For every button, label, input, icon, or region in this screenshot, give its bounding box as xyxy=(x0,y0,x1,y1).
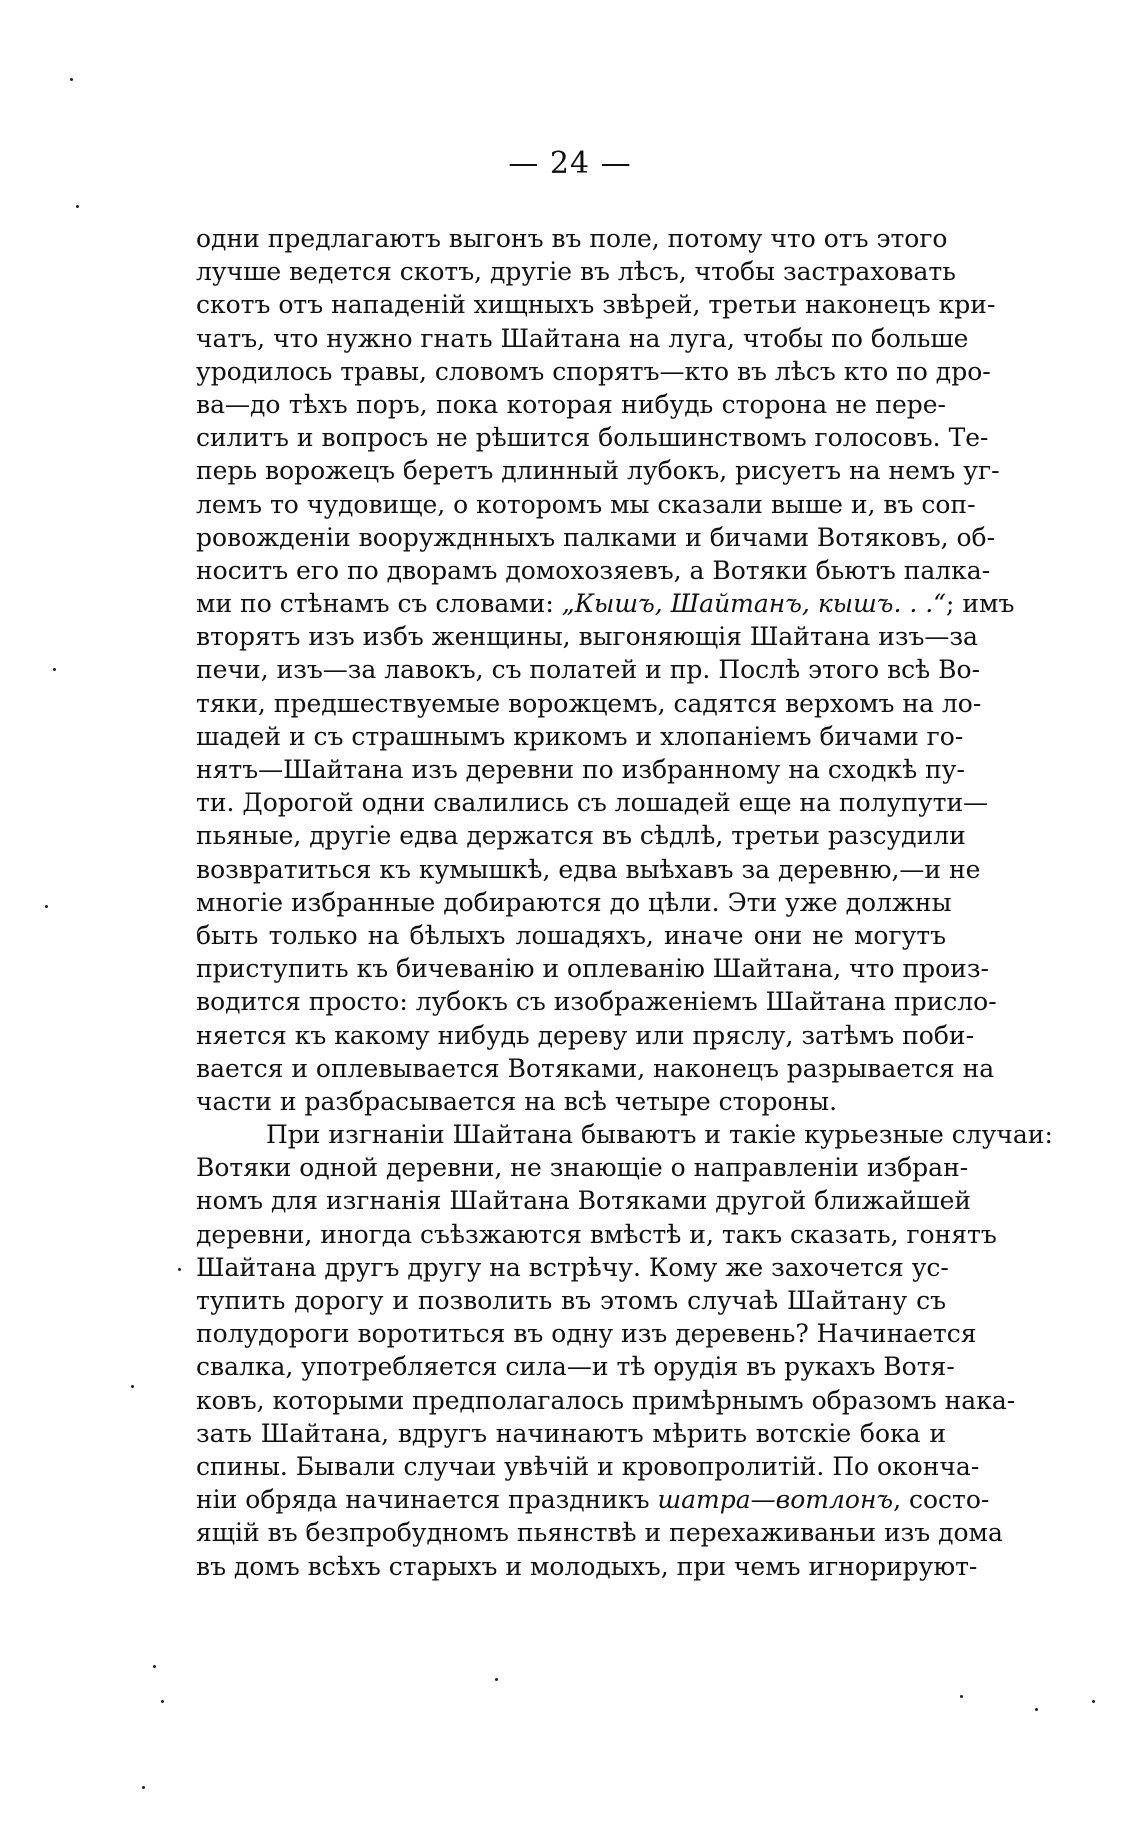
text-line: лемъ то чудовище, о которомъ мы сказали выше и, въ соп- xyxy=(196,489,976,519)
scan-speck xyxy=(495,1678,498,1681)
text-line: возвратиться къ кумышкѣ, едва выѣхавъ за деревню,—и не xyxy=(196,854,981,884)
text-line: спины. Бывали случаи увѣчій и кровопролитій. По оконча- xyxy=(196,1451,980,1481)
italic-phrase: шатра—вотлонъ xyxy=(657,1485,894,1515)
text-line: вается и оплевывается Вотяками, наконецъ разрывается на xyxy=(196,1053,995,1083)
text-line: перь ворожецъ беретъ длинный лубокъ, рисуетъ на немъ уг- xyxy=(196,456,1000,486)
text-line: няется къ какому нибудь дереву или пряслу, затѣмъ поби- xyxy=(196,1020,975,1050)
scan-speck xyxy=(153,1665,156,1668)
text-line: ва—до тѣхъ поръ, пока которая нибудь сторона не пере- xyxy=(196,389,946,419)
text-line: носитъ его по дворамъ домохозяевъ, а Вотяки бьютъ палка- xyxy=(196,555,991,585)
scan-speck xyxy=(960,1695,963,1698)
text-line: деревни, иногда съѣзжаются вмѣстѣ и, такъ сказать, гонятъ xyxy=(196,1219,997,1249)
text-line: ти. Дорогой одни свалились съ лошадей еще на полупути— xyxy=(196,788,989,818)
text-line: скотъ отъ нападеній хищныхъ звѣрей, третьи наконецъ кри- xyxy=(196,290,996,320)
text-line: тупить дорогу и позволить въ этомъ случаѣ Шайтану съ xyxy=(196,1286,946,1315)
text-line: При изгнаніи Шайтана бываютъ и такіе курьезные случаи: xyxy=(266,1120,1053,1150)
scan-speck xyxy=(142,1786,145,1789)
text-line: чатъ, что нужно гнать Шайтана на луга, чтобы по больше xyxy=(196,323,969,353)
scan-speck xyxy=(178,1268,181,1271)
text-line: многіе избранные добираются до цѣли. Эти уже должны xyxy=(196,887,952,917)
text-line: ніи обряда начинается праздникъ шатра—вотлонъ, состо- xyxy=(196,1485,990,1515)
text-line: силитъ и вопросъ не рѣшится большинствомъ голосовъ. Те- xyxy=(196,423,989,453)
scan-speck xyxy=(45,905,48,908)
scan-speck xyxy=(70,78,73,81)
italic-phrase: „Кышъ, Шайтанъ, кышъ. . .“ xyxy=(561,589,946,619)
page-number: — 24 — xyxy=(508,146,632,181)
text-line: тяки, предшествуемые ворожцемъ, садятся верхомъ на ло- xyxy=(196,688,982,718)
scan-speck xyxy=(161,1700,164,1703)
text-line: Шайтана другъ другу на встрѣчу. Кому же захочется ус- xyxy=(196,1252,949,1282)
text-line: вторятъ изъ избъ женщины, выгоняющія Шайтана изъ—за xyxy=(196,622,978,652)
text-line: нятъ—Шайтана изъ деревни по избранному на сходкѣ пу- xyxy=(196,755,965,784)
text-line: ми по стѣнамъ съ словами: „Кышъ, Шайтанъ, кышъ. . .“; имъ xyxy=(196,589,1015,619)
text-line: пьяные, другіе едва держатся въ сѣдлѣ, третьи разсудили xyxy=(196,821,966,851)
text-line: части и разбрасывается на всѣ четыре стороны. xyxy=(196,1086,838,1116)
scan-speck xyxy=(131,1385,134,1388)
scan-speck xyxy=(1035,1708,1038,1711)
scan-speck xyxy=(53,668,56,671)
text-line: полудороги воротиться въ одну изъ деревень? Начинается xyxy=(196,1319,977,1349)
text-line: водится просто: лубокъ съ изображеніемъ Шайтана присло- xyxy=(196,987,997,1017)
text-line: лучше ведется скотъ, другіе въ лѣсъ, чтобы застраховать xyxy=(196,257,956,287)
text-line: зать Шайтана, вдругъ начинаютъ мѣрить вотскіе бока и xyxy=(196,1418,946,1448)
scan-speck xyxy=(76,205,79,208)
text-line: приступить къ бичеванію и оплеванію Шайтана, что произ- xyxy=(196,954,989,984)
text-line: шадей и съ страшнымъ крикомъ и хлопаніемъ бичами го- xyxy=(196,721,964,751)
scan-speck xyxy=(1092,1700,1095,1703)
text-line: ровожденіи вооружднныхъ палками и бичами Вотяковъ, об- xyxy=(196,522,996,552)
text-line: ковъ, которыми предполагалось примѣрнымъ образомъ нака- xyxy=(196,1385,1016,1415)
text-line: въ домъ всѣхъ старыхъ и молодыхъ, при чемъ игнорируют- xyxy=(196,1551,978,1581)
text-line: одни предлагаютъ выгонъ въ поле, потому что отъ этого xyxy=(196,224,948,253)
text-line: печи, изъ—за лавокъ, съ полатей и пр. Послѣ этого всѣ Во- xyxy=(196,655,981,685)
body-text xyxy=(196,222,1053,1583)
text-line: номъ для изгнанія Шайтана Вотяками другой ближайшей xyxy=(196,1186,972,1216)
text-line: ящій въ безпробудномъ пьянствѣ и перехаживаньи изъ дома xyxy=(196,1518,1003,1548)
text-line: Вотяки одной деревни, не знающіе о направленіи избран- xyxy=(196,1153,969,1183)
text-line: уродилось травы, словомъ спорятъ—кто въ лѣсъ кто по дро- xyxy=(196,356,991,386)
text-line: быть только на бѣлыхъ лошадяхъ, иначе они не могутъ xyxy=(196,920,946,950)
text-line: свалка, употребляется сила—и тѣ орудія въ рукахъ Вотя- xyxy=(196,1352,955,1382)
